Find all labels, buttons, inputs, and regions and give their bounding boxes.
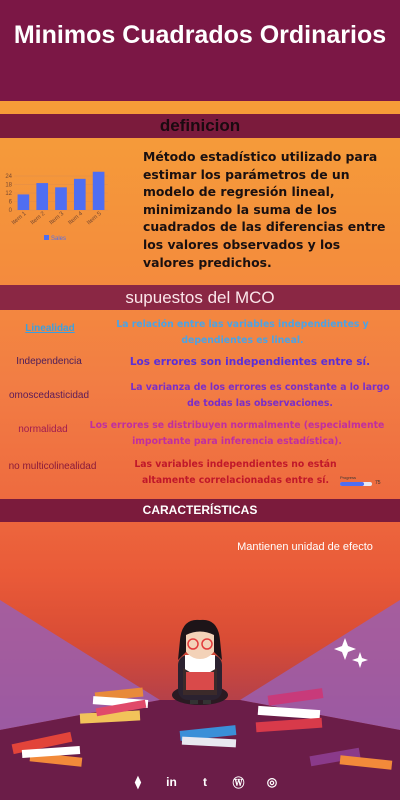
y-tick-label: 0 (8, 208, 12, 214)
instagram-icon[interactable]: ◎ (266, 775, 278, 789)
assumption-label-independencia: Independencia (16, 356, 82, 367)
mini-progress-fill (340, 482, 364, 486)
sales-bar-chart (0, 168, 120, 248)
legend-swatch (44, 235, 49, 240)
chart-bar (93, 172, 105, 210)
mini-progress-value: 75 (375, 480, 381, 486)
y-tick-label: 18 (5, 182, 12, 189)
assumption-desc-normalidad: Los errores se distribuyen normalmente (especialmente importante para inferencia estadística). (89, 420, 385, 447)
footer-social-icons (130, 772, 280, 792)
x-tick-label: Item 3 (48, 210, 66, 227)
assumption-label-homoscedasticidad: omoscedasticidad (8, 390, 90, 401)
y-tick-label: 24 (5, 174, 12, 180)
mini-progress-track (340, 482, 372, 486)
linkedin-icon[interactable]: in (166, 775, 177, 789)
assumption-label-normalidad: normalidad (18, 424, 68, 435)
section-heading-supuestos (0, 285, 400, 310)
mini-progress-label: Progress (340, 475, 357, 480)
wordpress-icon[interactable]: Ⓦ (232, 775, 245, 790)
mini-progress-widget[interactable] (340, 475, 392, 489)
legend-label: Sales (51, 236, 67, 242)
chart-bar (36, 183, 48, 210)
y-tick-label: 6 (8, 199, 12, 206)
section-heading-caracteristicas (0, 499, 400, 522)
x-tick-label: Item 2 (29, 210, 47, 227)
x-tick-label: Item 1 (11, 210, 28, 227)
y-tick-label: 12 (5, 191, 12, 197)
assumption-desc-no-multicolinealidad: Las variables independientes no están altamente correlacionadas entre sí. (134, 459, 337, 486)
reading-girl-illustration (0, 560, 400, 800)
caracteristicas-heading: CARACTERÍSTICAS (142, 503, 258, 517)
section-heading-definicion (0, 114, 400, 138)
definicion-heading: definicion (159, 116, 241, 135)
assumption-desc-homoscedasticidad: La varianza de los errores es constante a lo largo de todas las observaciones. (130, 382, 390, 409)
assumption-desc-independencia: Los errores son independientes entre sí. (129, 356, 371, 368)
chart-bar (18, 194, 30, 210)
supuestos-heading: supuestos del MCO (125, 288, 275, 307)
caracteristicas-text: Mantienen unidad de efecto (237, 541, 373, 553)
tumblr-icon[interactable]: t (203, 775, 207, 789)
page-title: Minimos Cuadrados Ordinarios (13, 21, 387, 49)
chart-bar (55, 187, 67, 210)
x-tick-label: Item 5 (86, 210, 103, 227)
assumption-label-linealidad[interactable]: Linealidad (25, 323, 75, 334)
dropbox-icon[interactable]: ⧫ (135, 775, 141, 789)
assumption-desc-linealidad: La relación entre las variables independientes y dependientes es lineal. (116, 319, 369, 346)
assumption-label-no-multicolinealidad: no multicolinealidad (8, 461, 97, 472)
definicion-text: Método estadístico utilizado para estimar los parámetros de un modelo de regresión lineal, minimizando la suma de los cuadrados de las diferencias entre los valores observados y los valores predichos. (143, 149, 386, 270)
girl-figure (172, 620, 228, 705)
x-tick-label: Item 4 (67, 210, 85, 227)
chart-bar (74, 179, 86, 210)
